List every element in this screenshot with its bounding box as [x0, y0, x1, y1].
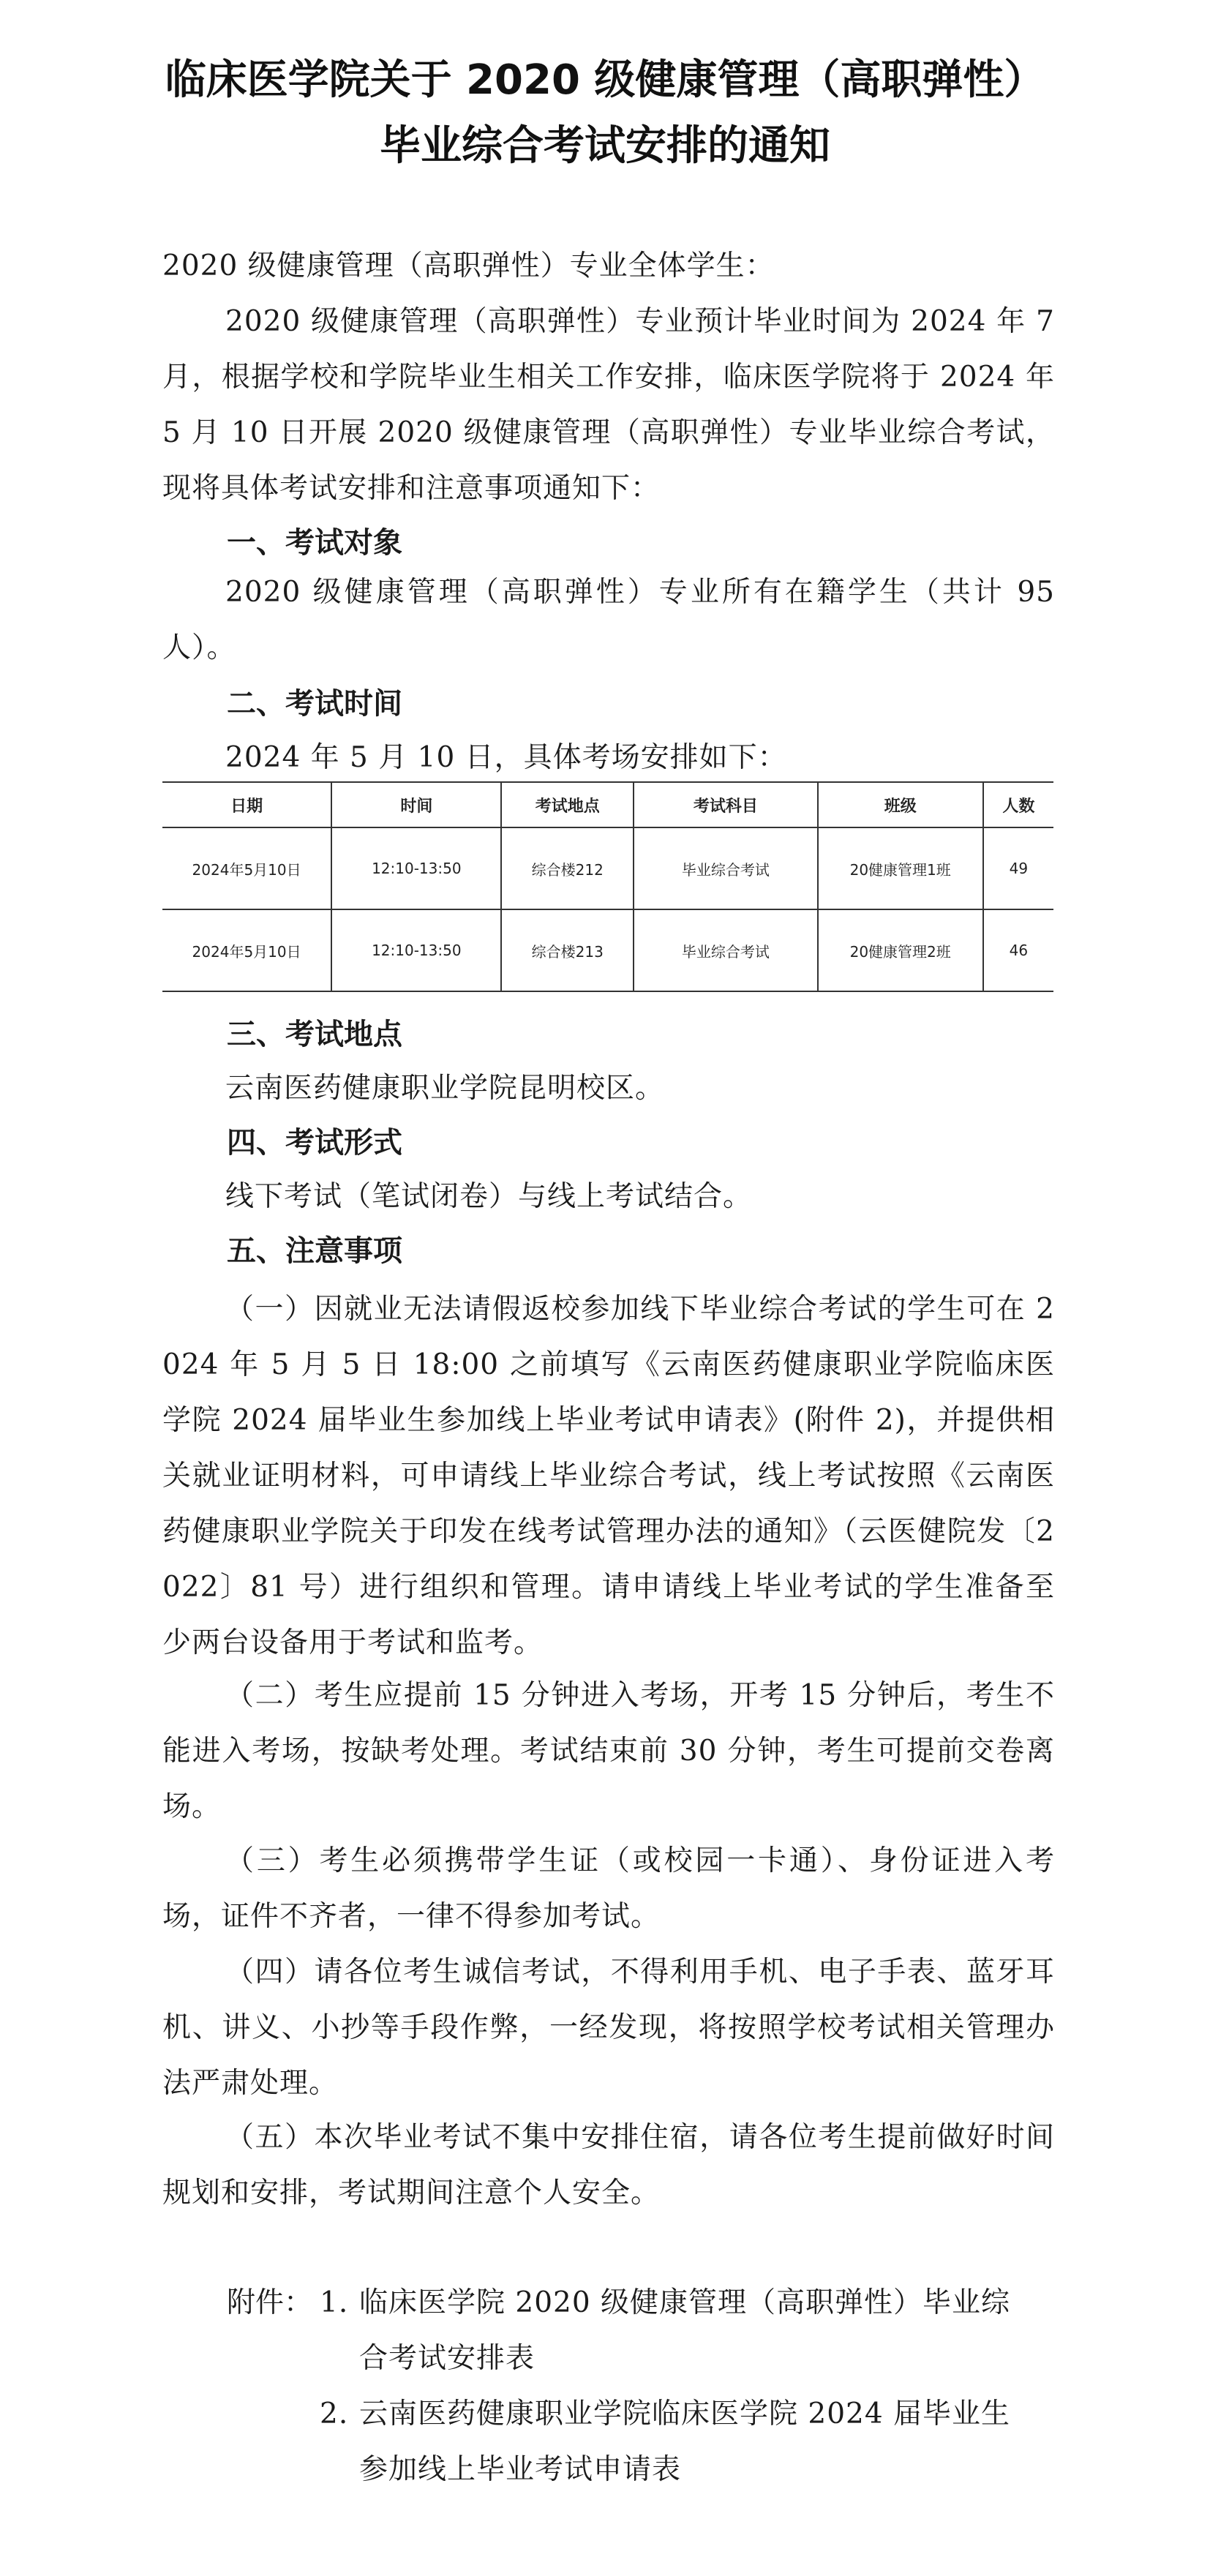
table-cell-location: 综合楼212 — [501, 827, 634, 909]
attachments-label: 附件： — [227, 2286, 313, 2319]
notice-item-5: （五）本次毕业考试不集中安排住宿，请各位考生提前做好时间规划和安排，考试期间注意个人安全。 — [162, 2121, 1055, 2209]
table-cell-subject: 毕业综合考试 — [634, 909, 818, 991]
table-row — [162, 827, 1053, 909]
table-cell-class: 20健康管理2班 — [818, 909, 983, 991]
section-4-text: 线下考试（笔试闭卷）与线上考试结合。 — [225, 1180, 753, 1213]
table-header-row — [162, 782, 1053, 827]
section-1-text: 2020 级健康管理（高职弹性）专业所有在籍学生（共计 95 人）。 — [162, 576, 1055, 664]
section-5-heading: 五、注意事项 — [227, 1234, 402, 1268]
table-cell-count: 49 — [983, 827, 1053, 909]
table-cell-count: 46 — [983, 909, 1053, 991]
table-cell-date: 2024年5月10日 — [162, 827, 331, 909]
notice-item-4: （四）请各位考生诚信考试，不得利用手机、电子手表、蓝牙耳机、讲义、小抄等手段作弊，一经发现，将按照学校考试相关管理办法严肃处理。 — [162, 1956, 1055, 2100]
attachment-text: 云南医药健康职业学院临床医学院 2024 届毕业生 — [359, 2397, 1011, 2430]
section-2-text: 2024 年 5 月 10 日，具体考场安排如下： — [225, 741, 787, 774]
attachment-item-1 — [320, 2275, 1055, 2387]
notice-item-3: （三）考生必须携带学生证（或校园一卡通）、身份证进入考场，证件不齐者，一律不得参加考试。 — [162, 1844, 1055, 1933]
salutation: 2020 级健康管理（高职弹性）专业全体学生： — [162, 249, 775, 282]
table-header-cell: 日期 — [162, 782, 331, 827]
attachment-number: 2. — [320, 2397, 349, 2430]
intro-paragraph: 2020 级健康管理（高职弹性）专业预计毕业时间为 2024 年 7 月，根据学校和学院毕业生相关工作安排，临床医学院将于 2024 年 5 月 10 日开展 2020 级健康管理（高职弹性）专业毕业综合考试，现将具体考试安排和注意事项通知下： — [162, 305, 1055, 505]
attachment-item-2-first-line — [320, 2387, 1055, 2442]
attachment-text: 临床医学院 2020 级健康管理（高职弹性）毕业综 — [359, 2286, 1011, 2319]
section-1-heading: 一、考试对象 — [227, 526, 402, 560]
notice-item-1: （一）因就业无法请假返校参加线下毕业综合考试的学生可在 2024 年 5 月 5 日 18:00 之前填写《云南医药健康职业学院临床医学院 2024 届毕业生参加线上毕业考试申请表》(附件 2)，并提供相关就业证明材料，可申请线上毕业综合考试，线上考试按照《云南医药健康职业学院关于印发在线考试管理办法的通知》（云医健院发〔2022〕81 号）进行组织和管理。请申请线上毕业考试的学生准备至少两台设备用于考试和监考。 — [162, 1293, 1055, 1659]
table-cell-time: 12:10-13:50 — [331, 827, 501, 909]
section-3-heading: 三、考试地点 — [227, 1018, 402, 1051]
attachment-number: 1. — [320, 2286, 349, 2319]
table-header-cell: 班级 — [818, 782, 983, 827]
table-header-cell: 考试科目 — [634, 782, 818, 827]
attachment-item-2 — [320, 2387, 1055, 2498]
notice-item-2: （二）考生应提前 15 分钟进入考场，开考 15 分钟后，考生不能进入考场，按缺考处理。考试结束前 30 分钟，考生可提前交卷离场。 — [162, 1679, 1055, 1823]
section-3-text: 云南医药健康职业学院昆明校区。 — [225, 1072, 665, 1105]
section-2-heading: 二、考试时间 — [227, 687, 402, 721]
document-title-line-2: 毕业综合考试安排的通知 — [380, 122, 830, 170]
table-cell-date: 2024年5月10日 — [162, 909, 331, 991]
table-row — [162, 909, 1053, 991]
table-header-cell: 人数 — [983, 782, 1053, 827]
attachment-item-2-second-line: 参加线上毕业考试申请表 — [359, 2453, 682, 2486]
table-header-cell: 考试地点 — [501, 782, 634, 827]
document-title-line-1: 临床医学院关于 2020 级健康管理（高职弹性） — [165, 56, 1045, 104]
table-cell-subject: 毕业综合考试 — [634, 827, 818, 909]
attachment-item-1-first-line — [320, 2275, 1055, 2331]
table-header-cell: 时间 — [331, 782, 501, 827]
table-cell-time: 12:10-13:50 — [331, 909, 501, 991]
table-cell-location: 综合楼213 — [501, 909, 634, 991]
exam-schedule-table — [162, 781, 1053, 992]
attachment-item-1-second-line: 合考试安排表 — [359, 2342, 536, 2375]
table-cell-class: 20健康管理1班 — [818, 827, 983, 909]
section-4-heading: 四、考试形式 — [227, 1126, 402, 1160]
